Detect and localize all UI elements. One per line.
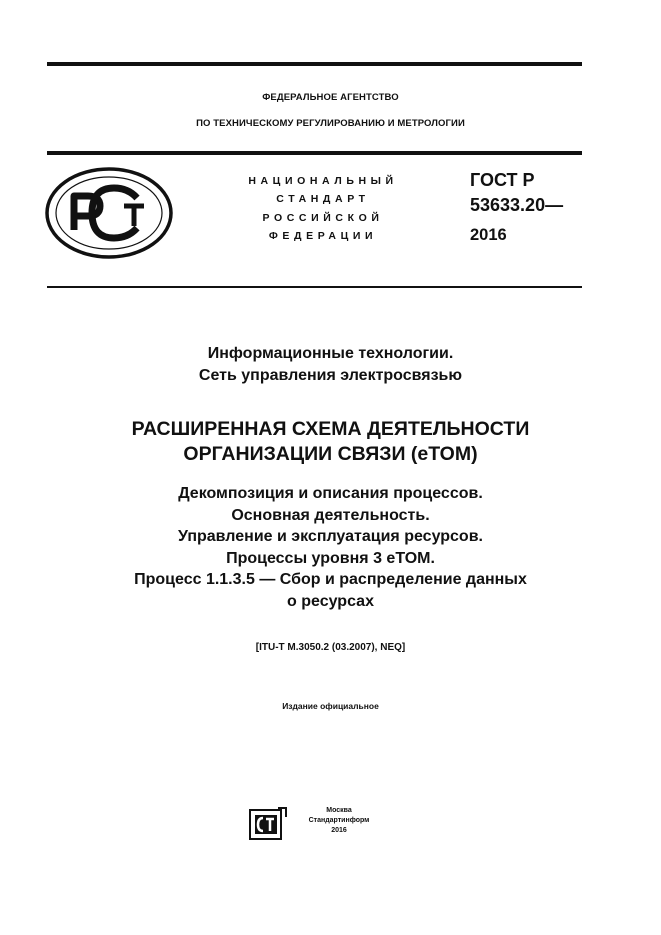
reference-standard: [ITU-T M.3050.2 (03.2007), NEQ]	[255, 642, 406, 653]
agency-line-2: ПО ТЕХНИЧЕСКОМУ РЕГУЛИРОВАНИЮ И МЕТРОЛОГИИ	[196, 118, 465, 129]
subtitle	[0, 483, 661, 612]
agency-line-1: ФЕДЕРАЛЬНОЕ АГЕНТСТВО	[262, 92, 399, 103]
publisher-year: 2016	[331, 827, 347, 834]
subject-heading	[0, 343, 661, 387]
publisher-city: Москва	[326, 807, 352, 814]
rst-mark-icon	[44, 166, 174, 260]
main-title-line-1: РАСШИРЕННАЯ СХЕМА ДЕЯТЕЛЬНОСТИ	[131, 418, 530, 440]
publisher-name: Стандартинформ	[308, 817, 370, 824]
mid-rule-lower	[47, 286, 582, 288]
standard-type-line: НАЦИОНАЛЬНЫЙ	[248, 175, 398, 187]
top-rule	[47, 62, 582, 66]
gost-designation	[470, 168, 563, 218]
gost-year: 2016	[470, 226, 507, 244]
subtitle-line: о ресурсах	[287, 592, 374, 610]
standard-type-line: РОССИЙСКОЙ	[262, 211, 384, 224]
main-title-line-2: ОРГАНИЗАЦИИ СВЯЗИ (еТОМ)	[183, 443, 478, 465]
standard-type	[225, 172, 421, 246]
edition-label: Издание официальное	[282, 701, 379, 711]
subject-line-2: Сеть управления электросвязью	[198, 367, 463, 384]
gost-number: 53633.20—	[470, 195, 564, 215]
subject-line-1: Информационные технологии.	[207, 345, 454, 362]
mid-rule-upper	[47, 151, 582, 155]
standard-type-line: ФЕДЕРАЦИИ	[268, 230, 378, 243]
subtitle-line: Процессы уровня 3 еТОМ.	[226, 549, 435, 567]
subtitle-line: Декомпозиция и описания процессов.	[178, 485, 483, 502]
gost-label: ГОСТ Р	[470, 170, 535, 190]
subtitle-line: Основная деятельность.	[231, 506, 430, 524]
subtitle-line: Процесс 1.1.3.5 — Сбор и распределение данных	[134, 571, 527, 588]
standartinform-logo-icon	[249, 807, 287, 841]
publisher-info	[294, 806, 384, 836]
subtitle-line: Управление и эксплуатация ресурсов.	[178, 528, 483, 545]
standard-type-line: СТАНДАРТ	[276, 193, 370, 206]
main-title	[0, 417, 661, 467]
